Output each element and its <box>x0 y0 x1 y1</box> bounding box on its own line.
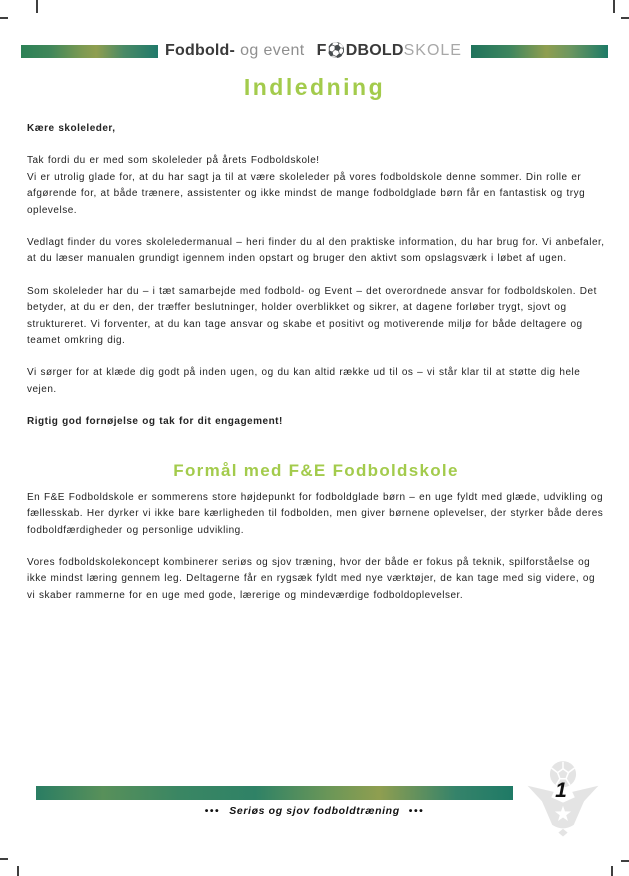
brand-f-letter: F <box>316 42 327 59</box>
football-icon: ⚽ <box>327 43 346 59</box>
header-gradient-bar-left <box>21 45 158 58</box>
footer-slogan <box>0 805 629 817</box>
brand-dbold-letters: DBOLD <box>345 42 404 59</box>
page-title: Indledning <box>243 74 386 100</box>
page-number: 1 <box>555 779 567 802</box>
greeting-line: Kære skoleleder, <box>27 123 116 134</box>
crop-mark-top-right-h <box>621 17 629 19</box>
crop-mark-bottom-right-h <box>621 860 629 862</box>
brand-logo <box>158 43 471 59</box>
crop-mark-bottom-right-v <box>611 866 613 876</box>
slogan-dots-right: ••• <box>408 805 425 817</box>
paragraph-intro-1-line1: Tak fordi du er med som skoleleder på årets Fodboldskole! <box>27 155 320 167</box>
crop-mark-top-left-h <box>0 17 8 19</box>
footer-gradient-bar <box>36 786 513 800</box>
slogan-text: Seriøs og sjov fodboldtræning <box>229 805 400 817</box>
paragraph-intro-2: Vedlagt finder du vores skoleledermanual – heri finder du al den praktiske information, du har brug for. Vi anbefaler, at du læser manualen grundigt igennem inden opstart og bruger den aktivt som opslagsværk i løbet af ugen. <box>27 237 605 265</box>
brand-skole-label: SKOLE <box>403 42 462 59</box>
paragraph-intro-1-rest: Vi er utrolig glade for, at du har sagt ja til at være skoleleder på vores fodboldskole denne sommer. Din rolle er afgørende for, at både trænere, assistenter og ikke mindst de mange fodboldglade børn får en fantastisk og tryg oplevelse. <box>27 171 586 216</box>
crop-mark-bottom-left-h <box>0 858 8 860</box>
section-heading-formaal: Formål med F&E Fodboldskole <box>173 460 459 480</box>
paragraph-intro-4: Vi sørger for at klæde dig godt på inden ugen, og du kan altid række ud til os – vi står klar til at støtte dig hele vejen. <box>27 367 581 395</box>
slogan-dots-left: ••• <box>204 805 221 817</box>
body-text <box>27 121 605 620</box>
crop-mark-bottom-left-v <box>17 866 19 876</box>
paragraph-intro-1 <box>27 153 605 219</box>
closing-line: Rigtig god fornøjelse og tak for dit engagement! <box>27 416 283 428</box>
paragraph-intro-3: Som skoleleder har du – i tæt samarbejde med fodbold- og Event – det overordnede ansvar for fodboldskolen. Det betyder, at du er den, der træffer beslutninger, holder overblikket og sikrer, at dagene forløber trygt, sjovt og struktureret. Vi forventer, at du kan tage ansvar og skabe et positivt og motiverende miljø for både deltagere og teamet omkring dig. <box>27 285 597 347</box>
paragraph-formaal-1: En F&E Fodboldskole er sommerens store højdepunkt for fodboldglade børn – en uge fyldt med glæde, udvikling og fællesskab. Her dyrker vi ikke bare kærligheden til fodbolden, men giver børnene oplevelser, der styrker både deres fodboldfærdigheder og personlige udvikling. <box>27 491 604 536</box>
brand-fodbold-label: Fodbold- <box>165 42 236 59</box>
crop-mark-top-right-v <box>613 0 615 13</box>
header-gradient-bar-right <box>471 45 608 58</box>
paragraph-formaal-2: Vores fodboldskolekoncept kombinerer seriøs og sjov træning, hvor der både er fokus på teknik, spilforståelse og ikke mindst læring gennem leg. Deltagerne får en rygsæk fyldt med nye værktøjer, de kan tage med sig videre, og vi skaber rammerne for en uge med gode, lærerige og mindeværdige fodboldoplevelser. <box>27 556 596 601</box>
brand-og-event-label: og event <box>240 42 305 59</box>
crop-mark-top-left-v <box>36 0 38 13</box>
header <box>21 44 608 58</box>
brand-fodboldskole <box>317 43 462 59</box>
